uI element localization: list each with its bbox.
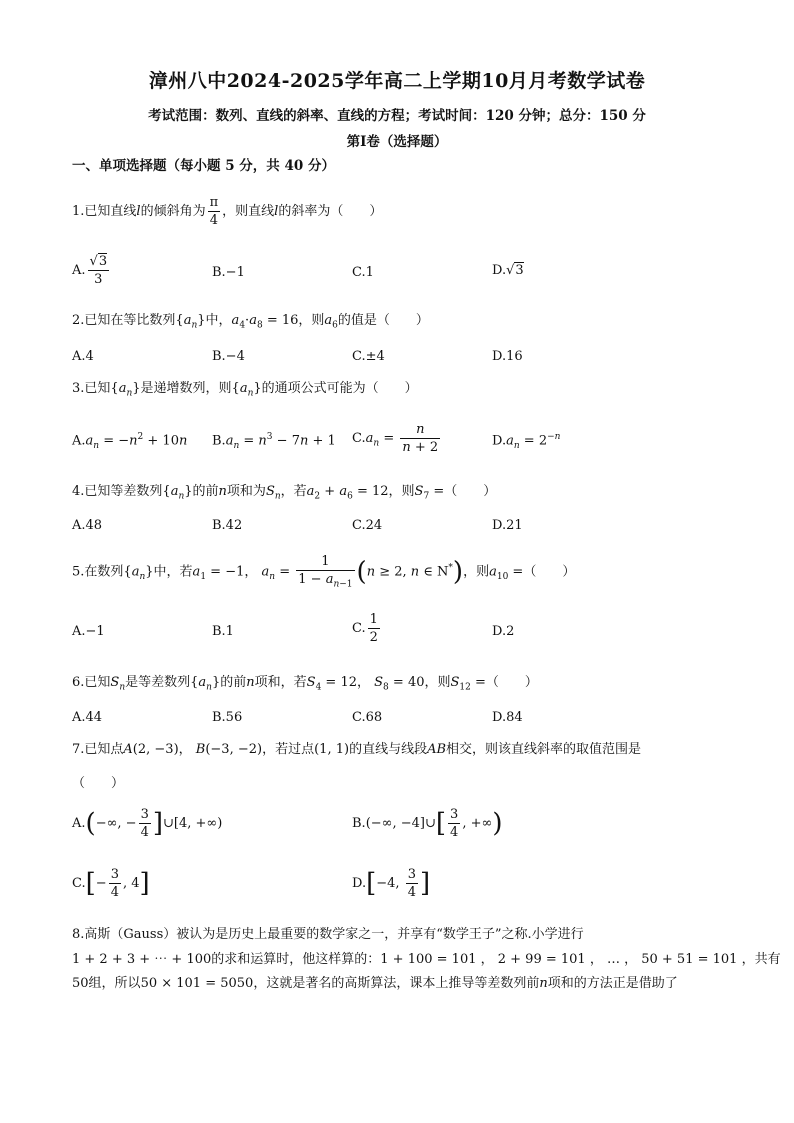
section-heading: 一、单项选择题（每小题 5 分，共 40 分） <box>72 158 335 174</box>
q3-option-d: $D.a_n = 2^{-n}$ <box>492 432 561 451</box>
q5-option-a: A.−1 <box>72 624 105 639</box>
question-8-line-2: 1 + 2 + 3 + ⋯ + 100的求和运算时，他这样算的：1 + 100 = 101 ， 2 + 99 = 101 ， … ， 50 + 51 = 101 ，共有 <box>72 952 781 967</box>
question-2: 2.已知在等比数列$\{a_n\}$中，$a_4\cdot a_8 = 16$，则$a_6$的值是（ ） <box>72 313 429 331</box>
q3-option-a: $A.a_n = -n^2 + 10n$ <box>72 432 188 451</box>
q2-option-b: B.−4 <box>212 349 245 364</box>
question-8-line-3: 50组，所以50 × 101 = 5050，这就是著名的高斯算法，课本上推导等差数列前n项和的方法正是借助了 <box>72 976 678 991</box>
question-4: 4.已知等差数列$\{a_n\}$的前n项和为$S_n$，若$a_2 + a_6 = 12$，则$S_7$ =（ ） <box>72 484 497 502</box>
q7-option-a: A.(−∞, − $\frac{3}{4}$ ]∪[4, +∞) <box>72 807 223 840</box>
q7-option-d: D.[−4, $\frac{3}{4}$ ] <box>352 867 431 900</box>
q7-option-b: B.(−∞, −4]∪[ $\frac{3}{4}$ , +∞) <box>352 807 503 840</box>
q4-option-c: C.24 <box>352 518 383 533</box>
q3-option-b: $B.a_n = n^3 - 7n + 1$ <box>212 432 336 451</box>
q2-option-a: A.4 <box>72 349 94 364</box>
question-5: 5.在数列$\{a_n\}$中，若$a_1 = -1$， $a_n$ = $\frac{1}{1 - a_{n-1}}$ (n ≥ 2, n ∈ N*)，则$a_{10}$ =（ ） <box>72 553 576 590</box>
exam-scope: 考试范围：数列、直线的斜率、直线的方程；考试时间：120 分钟；总分：150 分 <box>148 108 646 124</box>
question-3: 3.已知$\{a_n\}$是递增数列，则$\{a_n\}$的通项公式可能为（ ） <box>72 381 418 399</box>
question-1: 1.已知直线l的倾斜角为 $\frac{\pi}{4}$ ，则直线l的斜率为（ ） <box>72 195 383 228</box>
q4-option-b: B.42 <box>212 518 243 533</box>
q6-option-a: A.44 <box>72 710 103 725</box>
question-7-answer-blank: （ ） <box>72 776 125 791</box>
q5-option-b: B.1 <box>212 624 234 639</box>
question-6: 6.已知$S_n$是等差数列$\{a_n\}$的前n项和，若$S_4 = 12$， $S_8 = 40$，则$S_{12}$ =（ ） <box>72 675 538 693</box>
q6-option-b: B.56 <box>212 710 243 725</box>
q1-option-d: D.√3 <box>492 263 524 278</box>
q5-option-c: C. $\frac{1}{2}$ <box>352 612 378 645</box>
q5-option-d: D.2 <box>492 624 515 639</box>
q2-option-c: C.±4 <box>352 349 385 364</box>
q6-option-d: D.84 <box>492 710 523 725</box>
q7-option-c: C.[− $\frac{3}{4}$ , 4] <box>72 867 150 900</box>
question-8-line-1: 8.高斯（Gauss）被认为是历史上最重要的数学家之一，并享有“数学王子”之称.小学进行 <box>72 927 584 942</box>
exam-title: 漳州八中2024-2025学年高二上学期10月月考数学试卷 <box>148 70 646 92</box>
q2-option-d: D.16 <box>492 349 523 364</box>
q3-option-c: $C.a_n$ = $\frac{n}{n + 2}$ <box>352 422 439 455</box>
q1-option-a: A. $\frac{√3}{3}$ <box>72 254 108 287</box>
question-7: 7.已知点A(2, −3)， B(−3, −2)，若过点(1, 1)的直线与线段AB相交，则该直线斜率的取值范围是 <box>72 742 642 757</box>
q4-option-d: D.21 <box>492 518 523 533</box>
q1-option-c: C.1 <box>352 265 374 280</box>
volume-heading: 第Ⅰ卷（选择题） <box>346 134 448 150</box>
q6-option-c: C.68 <box>352 710 383 725</box>
q1-option-b: B.−1 <box>212 265 245 280</box>
q4-option-a: A.48 <box>72 518 103 533</box>
